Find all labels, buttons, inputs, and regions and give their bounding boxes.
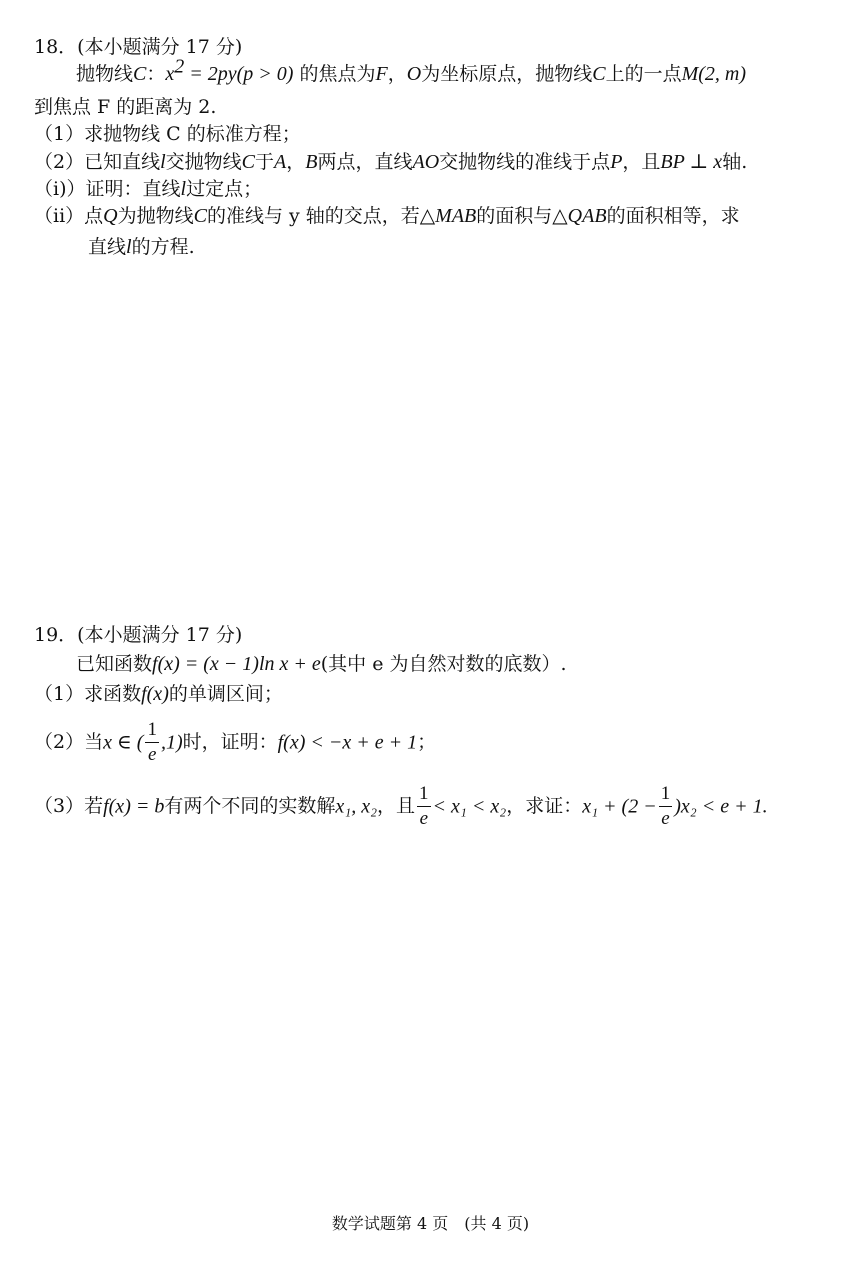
problem-19-question-1: （1）求函数f(x)的单调区间； (34, 683, 283, 705)
problem-18-statement-line2: 到焦点 F 的距离为 2. (34, 96, 217, 118)
problem-18-question-2: （2）已知直线l交抛物线C于A，B两点，直线AO交抛物线的准线于点P，且BP ⊥ x轴. (34, 151, 748, 173)
problem-19-question-3: （3）若f(x) = b有两个不同的实数解x₁, x₂，且 $\frac{1}{e}$ < x₁ < x₂，求证：x₁ + (2 − $\frac{1}{e}$ )x₂ < e + 1. (34, 783, 768, 829)
fraction-one-over-e: $\frac{1}{e}$ (419, 783, 429, 829)
problem-18-statement-line1: 抛物线C：$x^2 = 2py(p > 0)$ 的焦点为F，O为坐标原点，抛物线C上的一点M(2, m) (76, 55, 747, 85)
problem-18-question-2-ii: （ii）点Q为抛物线C的准线与 y 轴的交点，若△MAB的面积与△QAB的面积相等，求 (34, 205, 740, 227)
fraction-one-over-e: $\frac{1}{e}$ (147, 719, 157, 765)
problem-18-question-1: （1）求抛物线 C 的标准方程； (34, 123, 301, 145)
fraction-one-over-e: $\frac{1}{e}$ (660, 783, 671, 829)
problem-18-question-2-ii-continued: 直线l的方程. (88, 236, 195, 258)
problem-19-header: 19．(本小题满分 17 分) (34, 624, 243, 646)
problem-18-question-2-i: （i)）证明：直线l过定点； (34, 178, 263, 200)
problem-19-question-2: （2）当x ∈ ( $\frac{1}{e}$ ,1)时，证明：f(x) < −x + e + 1； (34, 719, 437, 765)
problem-18-header: 18．(本小题满分 17 分) (34, 36, 243, 58)
page-footer: 数学试题第 4 页 (共 4 页) (331, 1214, 530, 1233)
problem-19-statement: 已知函数f(x) = (x − 1)ln x + e(其中 e 为自然对数的底数）. (76, 653, 567, 675)
